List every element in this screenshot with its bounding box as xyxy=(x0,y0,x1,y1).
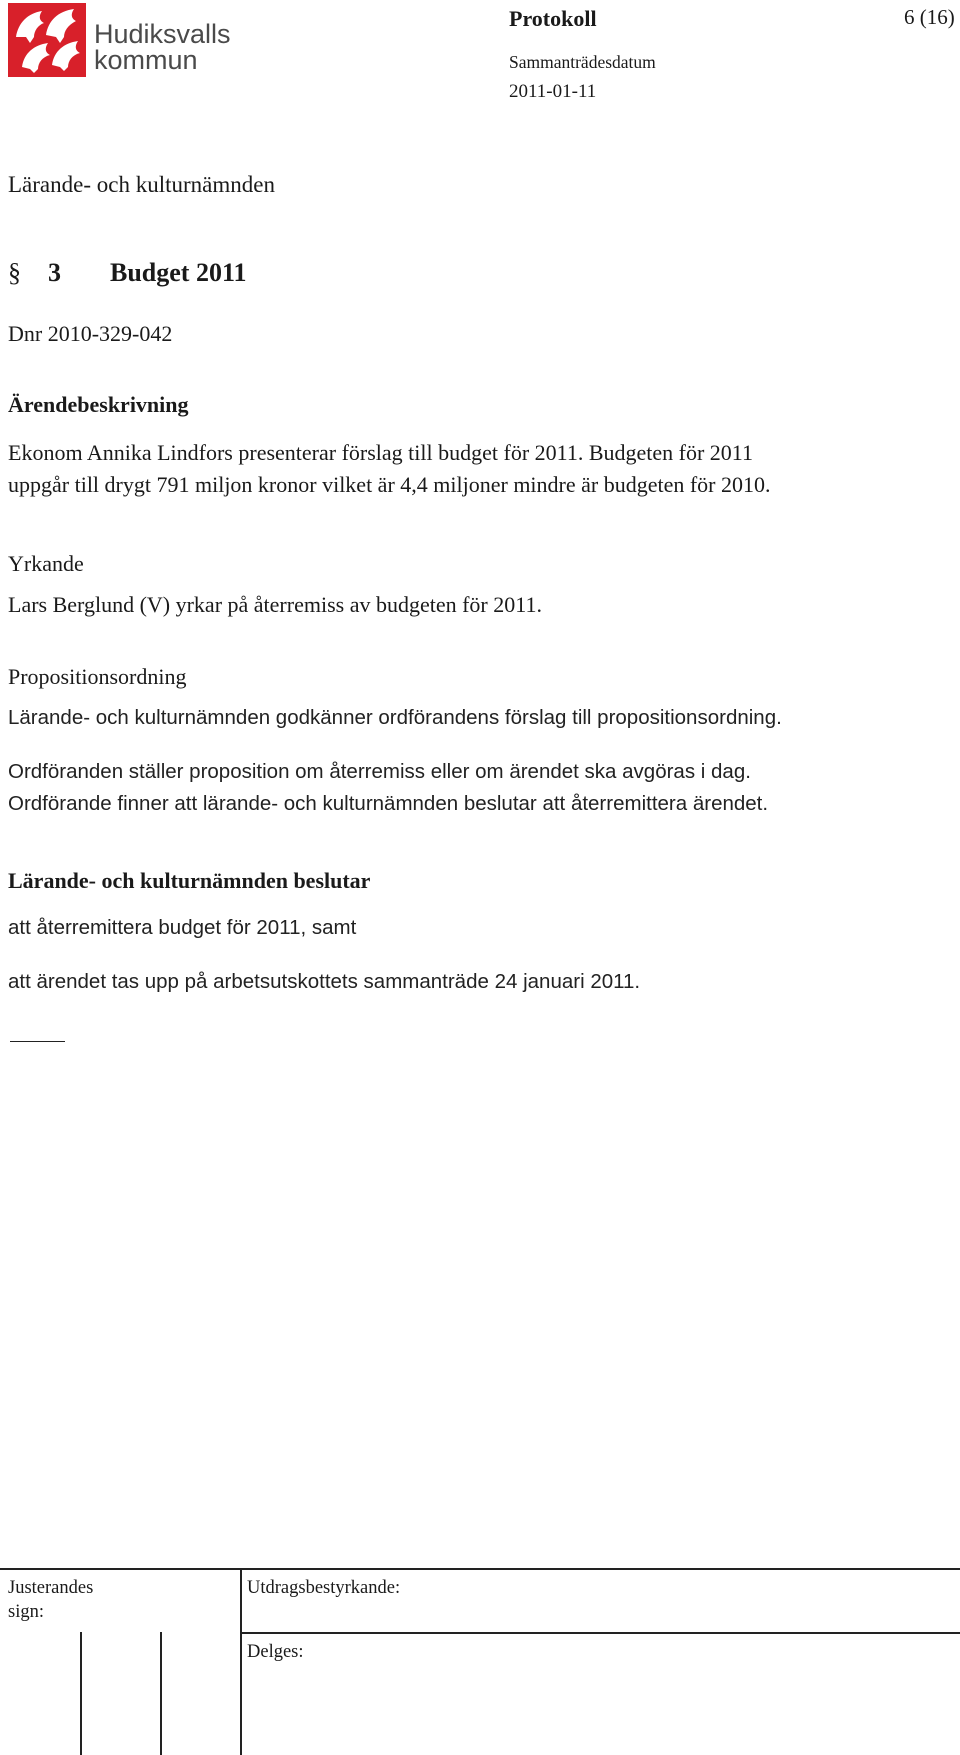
municipality-logo xyxy=(8,3,254,79)
justerandes-label xyxy=(8,1576,93,1624)
description-line-1: Ekonom Annika Lindfors presenterar förslag till budget för 2011. Budgeten för 2011 xyxy=(8,440,753,465)
proposition-heading: Propositionsordning xyxy=(8,664,187,689)
section-heading xyxy=(8,258,247,288)
proposition-line-3: Ordförande finner att lärande- och kulturnämnden beslutar att återremittera ärendet. xyxy=(8,792,769,815)
document-type: Protokoll xyxy=(509,6,597,31)
paragraph-symbol: § xyxy=(8,258,21,287)
decision-item-2: att ärendet tas upp på arbetsutskottets sammanträde 24 januari 2011. xyxy=(8,970,641,993)
footer-column-divider xyxy=(240,1568,242,1755)
description-line-2: uppgår till drygt 791 miljon kronor vilket är 4,4 miljoner mindre är budgeten för 2010. xyxy=(8,472,771,497)
meeting-date: 2011-01-11 xyxy=(509,81,597,102)
yrkande-heading: Yrkande xyxy=(8,551,84,576)
page-number: 6 (16) xyxy=(904,5,955,29)
decision-heading: Lärande- och kulturnämnden beslutar xyxy=(8,868,371,893)
decision-item-1: att återremittera budget för 2011, samt xyxy=(8,916,357,939)
logo-emblem-icon xyxy=(8,3,88,79)
logo-text-hudiksvalls: Hudiksvalls xyxy=(94,19,231,49)
delges-label: Delges: xyxy=(247,1642,304,1662)
section-number: 3 xyxy=(48,258,61,287)
proposition-line-2: Ordföranden ställer proposition om återremiss eller om ärendet ska avgöras i dag. xyxy=(8,760,751,783)
end-rule xyxy=(10,1041,65,1042)
logo-text-kommun: kommun xyxy=(94,45,198,75)
description-heading: Ärendebeskrivning xyxy=(8,392,189,417)
signature-divider-2 xyxy=(160,1632,162,1755)
footer-top-rule xyxy=(0,1568,960,1570)
yrkande-text: Lars Berglund (V) yrkar på återremiss av budgeten för 2011. xyxy=(8,592,542,617)
proposition-line-1: Lärande- och kulturnämnden godkänner ordförandens förslag till propositionsordning. xyxy=(8,706,782,729)
case-number: Dnr 2010-329-042 xyxy=(8,321,173,346)
committee-name: Lärande- och kulturnämnden xyxy=(8,172,275,197)
justerandes-label-line-1: Justerandes xyxy=(8,1578,94,1598)
footer-right-rule xyxy=(240,1632,960,1634)
utdrag-label: Utdragsbestyrkande: xyxy=(247,1578,401,1598)
meeting-date-label: Sammanträdesdatum xyxy=(509,52,656,72)
signature-divider-1 xyxy=(80,1632,82,1755)
justerandes-label-line-2: sign: xyxy=(8,1602,44,1622)
section-title: Budget 2011 xyxy=(110,258,247,287)
